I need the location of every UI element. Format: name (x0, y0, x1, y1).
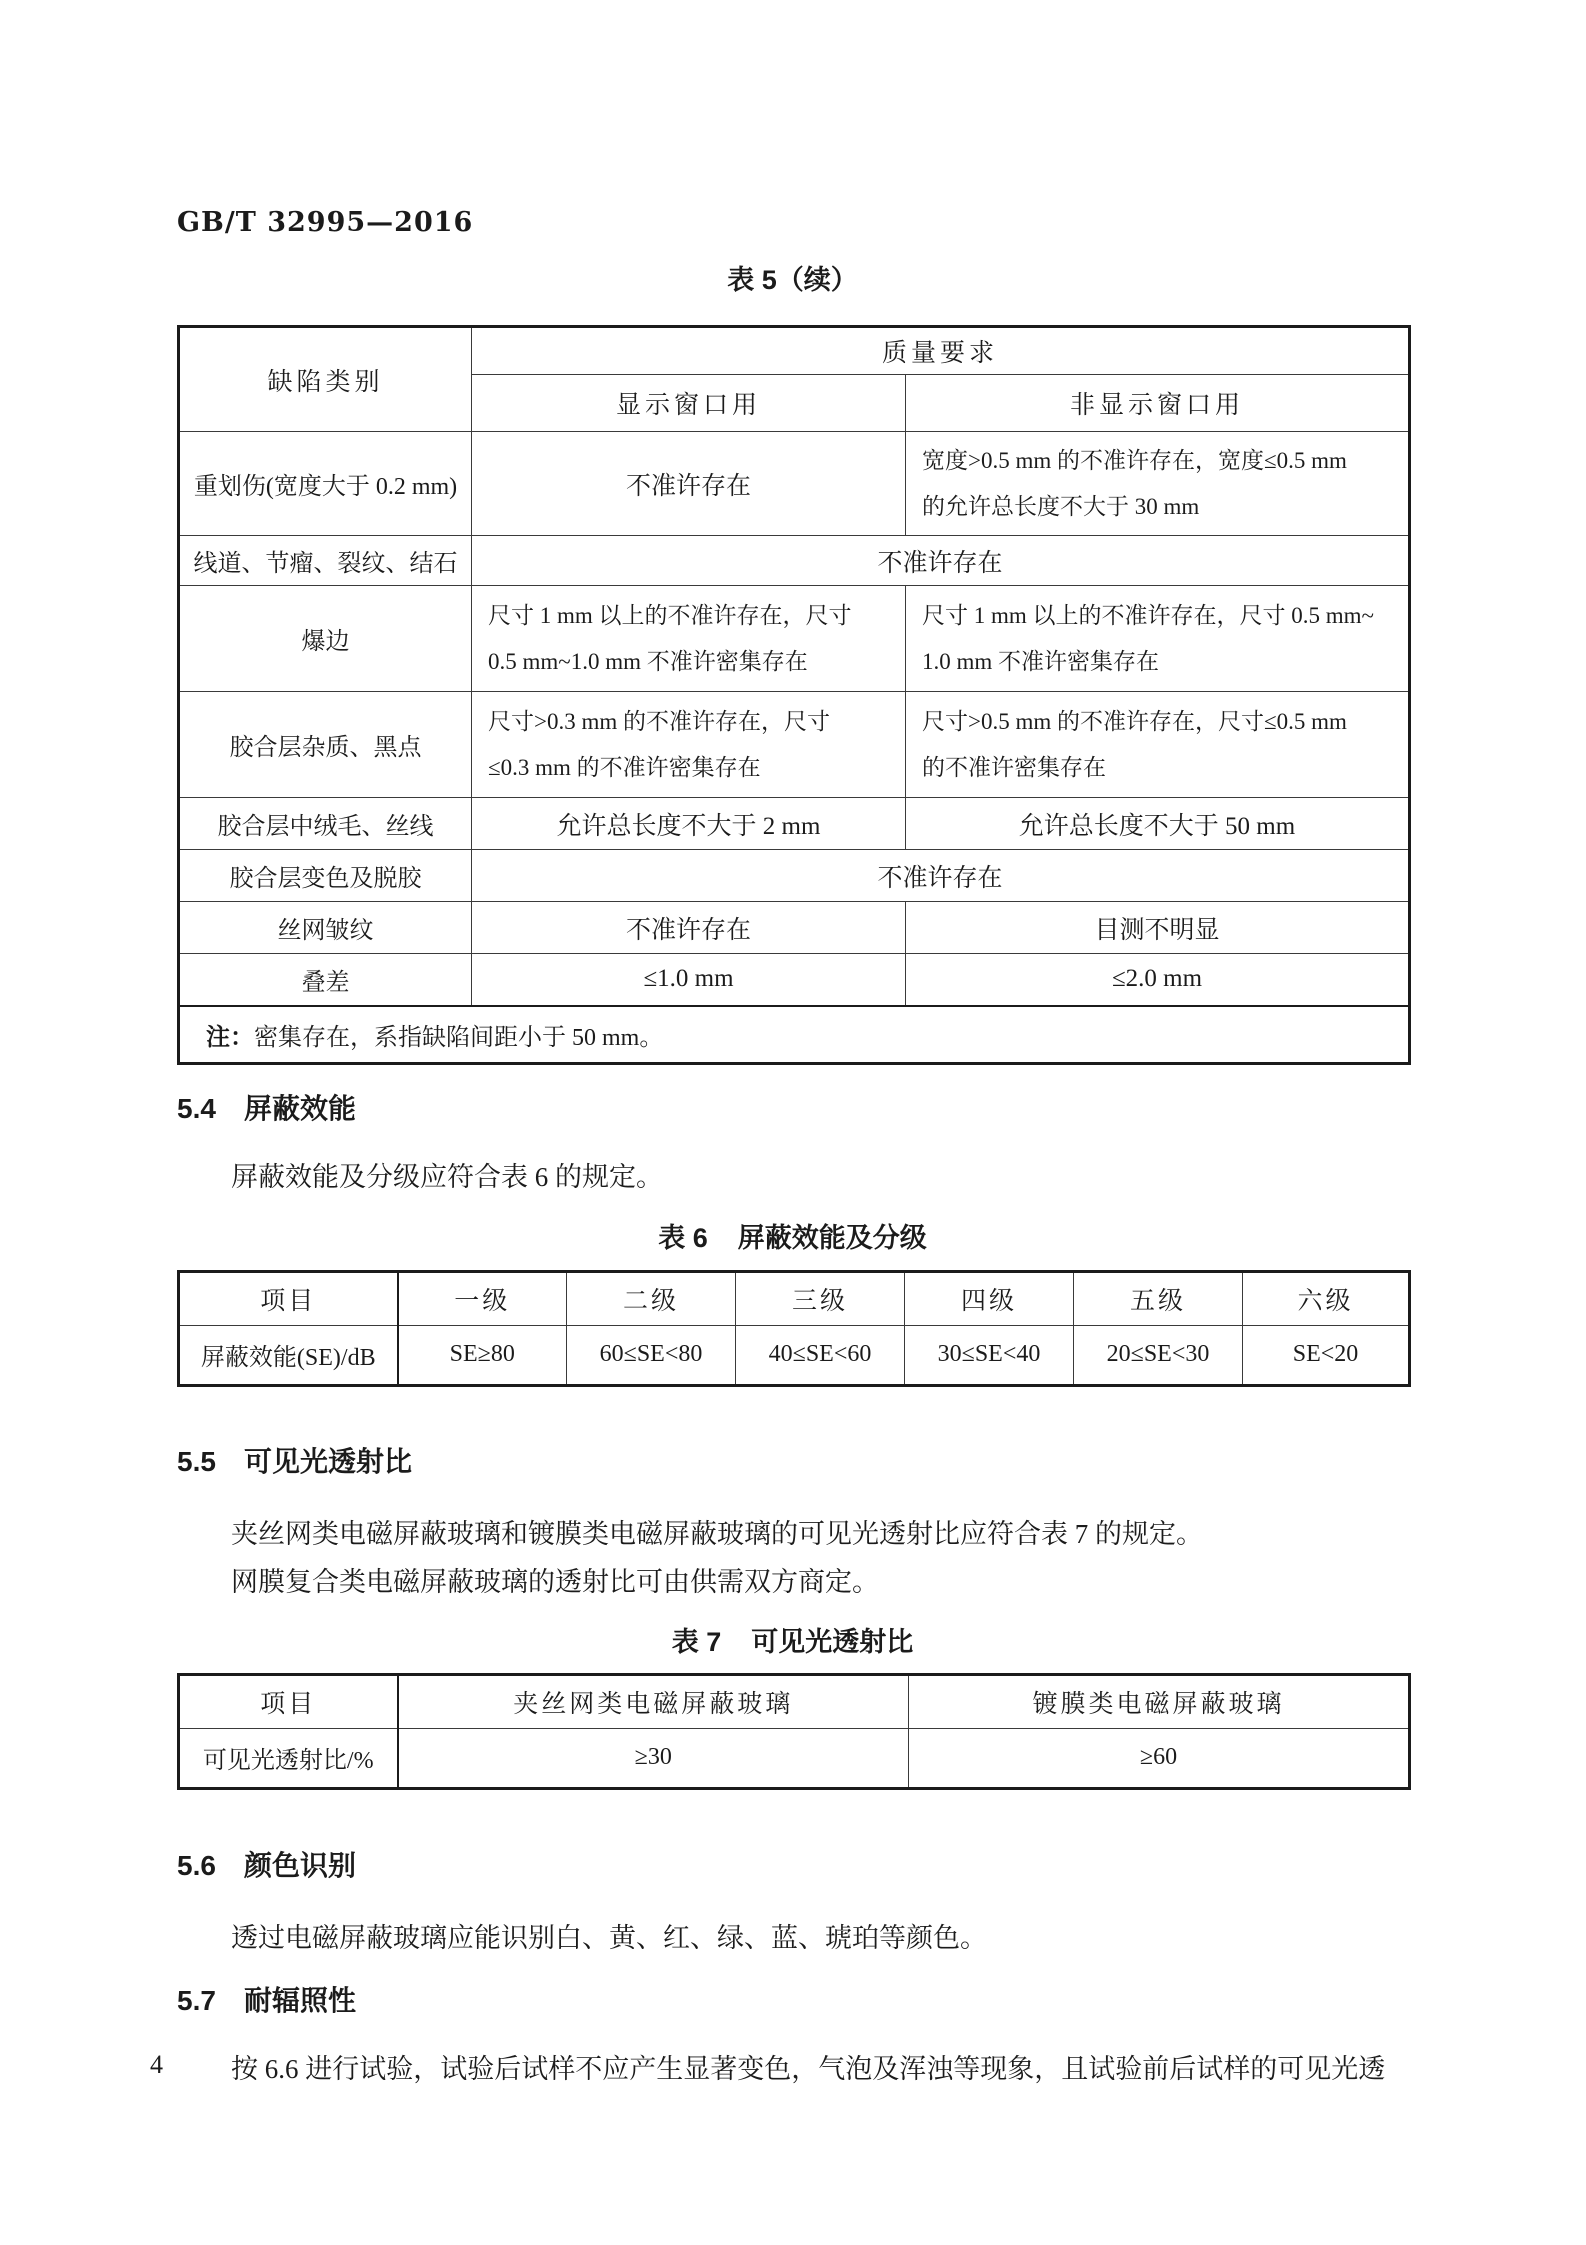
cell-defect: 爆边 (179, 586, 472, 692)
cell-defect: 胶合层杂质、黑点 (179, 692, 472, 798)
section-number: 5.7 (177, 1984, 216, 2016)
section-title: 可见光透射比 (243, 1445, 412, 1477)
cell-text-line: 1.0 mm 不准许密集存在 (922, 648, 1160, 674)
table6-header-grade2: 二级 (567, 1271, 736, 1325)
table-5-defects (177, 325, 1411, 1065)
table7-header-coated: 镀膜类电磁屏蔽玻璃 (909, 1674, 1410, 1728)
cell-display: 不准许存在 (472, 432, 906, 536)
table-row (179, 902, 1410, 954)
cell-value: 20≤SE<30 (1074, 1325, 1243, 1385)
cell-defect: 叠差 (179, 954, 472, 1006)
cell-display (472, 692, 906, 798)
page-content (177, 250, 1408, 2092)
cell-value: ≥30 (398, 1728, 909, 1788)
cell-defect: 重划伤(宽度大于 0.2 mm) (179, 432, 472, 536)
section-heading-5-7 (177, 1981, 1408, 2021)
section-heading-5-6 (177, 1846, 1408, 1886)
table-header-row (179, 327, 1410, 375)
standard-code: GB/T 32995—2016 (177, 207, 474, 238)
table-6-shielding (177, 1270, 1411, 1387)
cell-merged: 不准许存在 (472, 536, 1410, 586)
cell-text-line: 尺寸 1 mm 以上的不准许存在，尺寸 (488, 602, 852, 628)
cell-display: 不准许存在 (472, 902, 906, 954)
table6-header-grade4: 四级 (905, 1271, 1074, 1325)
table6-title (177, 1220, 1408, 1256)
table5-header-nondisplay: 非显示窗口用 (906, 375, 1410, 432)
table6-label: 表 6 (658, 1222, 708, 1253)
cell-display: ≤1.0 mm (472, 954, 906, 1006)
cell-row-label: 屏蔽效能(SE)/dB (179, 1325, 398, 1385)
table-note-row (179, 1006, 1410, 1064)
cell-display (472, 586, 906, 692)
cell-value: 40≤SE<60 (736, 1325, 905, 1385)
table-row (179, 1728, 1410, 1788)
cell-text-line: 宽度>0.5 mm 的不准许存在，宽度≤0.5 mm (922, 447, 1347, 473)
cell-nondisplay: 允许总长度不大于 50 mm (906, 798, 1410, 850)
cell-defect: 丝网皱纹 (179, 902, 472, 954)
table7-name: 可见光透射比 (751, 1626, 914, 1657)
table-row (179, 586, 1410, 692)
table-row (179, 850, 1410, 902)
table-row (179, 432, 1410, 536)
cell-text-line: 的允许总长度不大于 30 mm (922, 493, 1200, 519)
table-row (179, 1325, 1410, 1385)
section-title: 颜色识别 (243, 1849, 356, 1881)
cell-defect: 线道、节瘤、裂纹、结石 (179, 536, 472, 586)
table7-header-wiremesh: 夹丝网类电磁屏蔽玻璃 (398, 1674, 909, 1728)
cell-nondisplay (906, 692, 1410, 798)
cell-value: 30≤SE<40 (905, 1325, 1074, 1385)
table6-header-grade5: 五级 (1074, 1271, 1243, 1325)
cell-defect: 胶合层变色及脱胶 (179, 850, 472, 902)
table-header-row (179, 1674, 1410, 1728)
cell-text-line: 尺寸>0.5 mm 的不准许存在，尺寸≤0.5 mm (922, 708, 1347, 734)
cell-text-line: 尺寸 1 mm 以上的不准许存在，尺寸 0.5 mm~ (922, 602, 1375, 628)
section-number: 5.5 (177, 1445, 216, 1477)
cell-merged: 不准许存在 (472, 850, 1410, 902)
cell-text-line: 0.5 mm~1.0 mm 不准许密集存在 (488, 648, 808, 674)
table6-header-grade1: 一级 (398, 1271, 567, 1325)
note-text: 密集存在，系指缺陷间距小于 50 mm。 (254, 1024, 664, 1051)
paragraph: 网膜复合类电磁屏蔽玻璃的透射比可由供需双方商定。 (231, 1566, 879, 1597)
cell-display: 允许总长度不大于 2 mm (472, 798, 906, 850)
table-row (179, 798, 1410, 850)
table7-title (177, 1624, 1408, 1660)
table5-header-defect: 缺陷类别 (179, 327, 472, 432)
table-row (179, 954, 1410, 1006)
paragraph: 屏蔽效能及分级应符合表 6 的规定。 (231, 1161, 663, 1192)
cell-value: ≥60 (909, 1728, 1410, 1788)
section-number: 5.6 (177, 1849, 216, 1881)
table6-header-grade3: 三级 (736, 1271, 905, 1325)
section-heading-5-5 (177, 1442, 1408, 1482)
table6-header-grade6: 六级 (1243, 1271, 1410, 1325)
table5-header-quality: 质量要求 (472, 327, 1410, 375)
section-heading-5-4 (177, 1089, 1408, 1129)
cell-value: 60≤SE<80 (567, 1325, 736, 1385)
table5-header-display: 显示窗口用 (472, 375, 906, 432)
table5-title: 表 5（续） (727, 265, 858, 295)
cell-text-line: 的不准许密集存在 (922, 754, 1106, 780)
cell-defect: 胶合层中绒毛、丝线 (179, 798, 472, 850)
cell-nondisplay (906, 586, 1410, 692)
page-number: 4 (150, 2050, 163, 2079)
table6-header-item: 项目 (179, 1271, 398, 1325)
paragraph: 透过电磁屏蔽玻璃应能识别白、黄、红、绿、蓝、琥珀等颜色。 (231, 1922, 987, 1953)
cell-nondisplay: ≤2.0 mm (906, 954, 1410, 1006)
table-header-row (179, 1271, 1410, 1325)
table6-name: 屏蔽效能及分级 (737, 1222, 927, 1253)
table-row (179, 536, 1410, 586)
cell-text-line: ≤0.3 mm 的不准许密集存在 (488, 754, 761, 780)
section-title: 耐辐照性 (243, 1984, 356, 2016)
cell-row-label: 可见光透射比/% (179, 1728, 398, 1788)
cell-text-line: 尺寸>0.3 mm 的不准许存在，尺寸 (488, 708, 831, 734)
table-7-transmittance (177, 1673, 1411, 1790)
cell-value: SE≥80 (398, 1325, 567, 1385)
cell-nondisplay: 目测不明显 (906, 902, 1410, 954)
section-number: 5.4 (177, 1092, 216, 1124)
note-label: 注： (206, 1023, 254, 1051)
paragraph: 按 6.6 进行试验，试验后试样不应产生显著变色，气泡及浑浊等现象，且试验前后试样的可见光透 (231, 2053, 1386, 2084)
table7-label: 表 7 (671, 1626, 722, 1657)
paragraph: 夹丝网类电磁屏蔽玻璃和镀膜类电磁屏蔽玻璃的可见光透射比应符合表 7 的规定。 (231, 1518, 1203, 1549)
cell-note (179, 1006, 1410, 1064)
cell-nondisplay (906, 432, 1410, 536)
cell-value: SE<20 (1243, 1325, 1410, 1385)
table7-header-item: 项目 (179, 1674, 398, 1728)
table-row (179, 692, 1410, 798)
section-title: 屏蔽效能 (243, 1092, 356, 1124)
